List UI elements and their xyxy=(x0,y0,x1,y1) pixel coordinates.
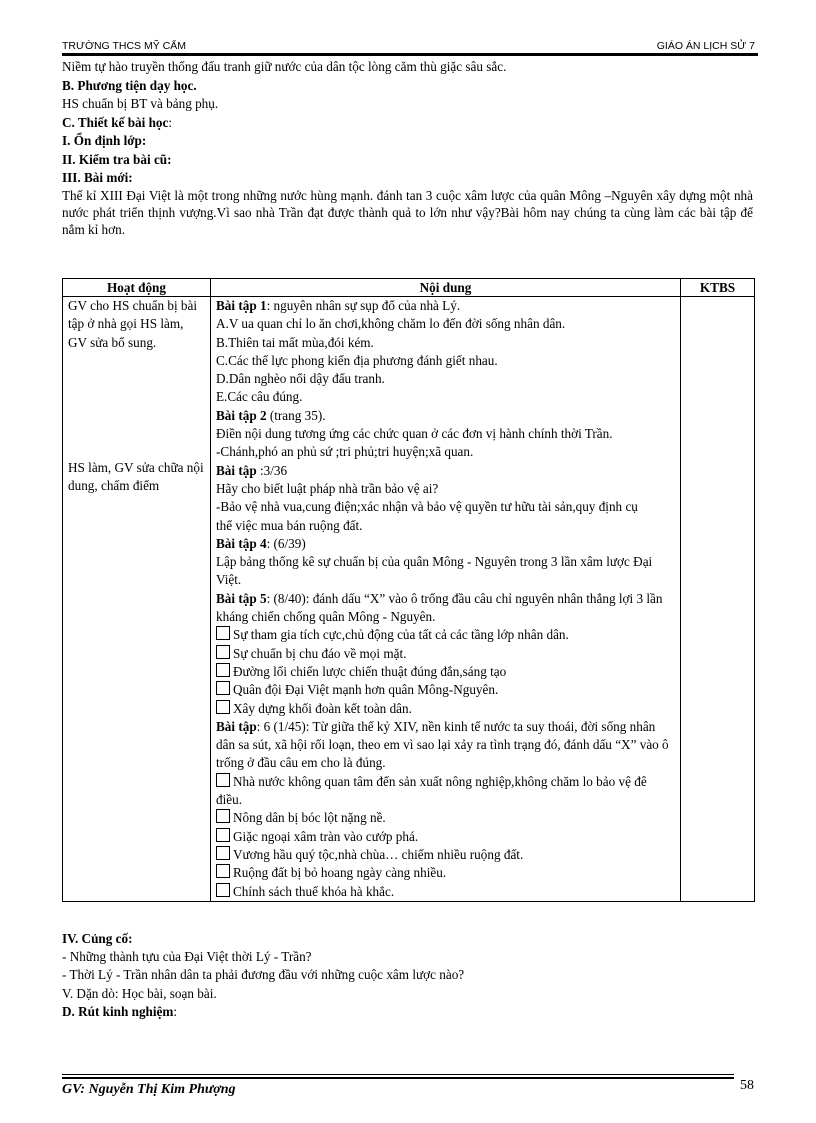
ex2-answer: -Chánh,phó an phủ sứ ;tri phủ;tri huyện;xã quan. xyxy=(216,444,474,460)
page-number: 58 xyxy=(740,1078,754,1093)
section-2-heading: II. Kiểm tra bài cũ: xyxy=(62,152,172,167)
review-question: - Thời Lý - Trần nhân dân ta phải đương đầu với những cuộc xâm lược nào? xyxy=(62,967,465,982)
ex3-answer: -Bảo vệ nhà vua,cung điện;xác nhận và bảo vệ quyền tư hữu tài sản,quy định cụ thể việc mua bán ruộng đất. xyxy=(216,499,638,533)
table-row xyxy=(63,297,755,902)
ex6-option: Nông dân bị bóc lột nặng nề. xyxy=(216,809,675,827)
school-name: TRƯỜNG THCS MỸ CẨM xyxy=(62,40,186,52)
ex6-option: Chính sách thuế khóa hà khắc. xyxy=(216,883,675,901)
section-c-heading: C. Thiết kế bài học: xyxy=(62,115,173,130)
ex4-title: Bài tập 4: (6/39) xyxy=(216,535,306,551)
section-4-heading: IV. Củng cố: xyxy=(62,931,133,946)
ex3-question: Hãy cho biết luật pháp nhà trần bảo vệ ai? xyxy=(216,480,439,496)
checkbox[interactable] xyxy=(216,626,230,640)
goal-line: Niềm tự hào truyền thống đấu tranh giữ nước của dân tộc lòng căm thù giặc sâu sắc. xyxy=(62,59,507,74)
checkbox[interactable] xyxy=(216,681,230,695)
ex6-option: Ruộng đất bị bỏ hoang ngày càng nhiều. xyxy=(216,864,675,882)
review-question: - Những thành tựu của Đại Việt thời Lý - Trần? xyxy=(62,949,312,964)
new-lesson-text: Thế kỉ XIII Đại Việt là một trong những nước hùng mạnh. đánh tan 3 cuộc xâm lược của quân Mông –Nguyên xây dựng một nhà nước phát triển thịnh vượng.Vì sao nhà Trần đạt được thành quả to lớn như vậy?Bài hôm nay chúng ta cùng làm các bài tập để nắm kỉ hơn. xyxy=(62,188,753,237)
footer-rule-thick xyxy=(62,1077,734,1079)
ex3-title: Bài tập :3/36 xyxy=(216,462,288,478)
table-header-row xyxy=(63,279,755,297)
teacher-name: GV: Nguyễn Thị Kim Phượng xyxy=(62,1082,236,1097)
subject-title: GIÁO ÁN LỊCH SỬ 7 xyxy=(656,40,755,52)
ex1-option: A.V ua quan chỉ lo ăn chơi,không chăm lo đến đời sống nhân dân. xyxy=(216,316,566,332)
ex1-option: E.Các câu đúng. xyxy=(216,389,303,405)
ex5-option: Sự tham gia tích cực,chủ động của tất cả các tầng lớp nhân dân. xyxy=(216,626,675,644)
checkbox[interactable] xyxy=(216,663,230,677)
page-header xyxy=(62,38,755,54)
activity-1: GV cho HS chuẩn bị bài tập ở nhà gọi HS làm, GV sửa bổ sung. xyxy=(68,298,198,350)
ex6-option: Giặc ngoại xâm tràn vào cướp phá. xyxy=(216,828,675,846)
ex1-title: Bài tập 1: nguyên nhân sự sụp đổ của nhà Lý. xyxy=(216,298,461,313)
ex6-option: Nhà nước không quan tâm đến sản xuất nông nghiệp,không chăm lo bảo vệ đê điều. xyxy=(216,773,647,808)
header-content: Nội dung xyxy=(211,279,681,297)
ex6-option: Vương hầu quý tộc,nhà chùa… chiếm nhiều ruộng đất. xyxy=(216,846,675,864)
ex1-option: C.Các thế lực phong kiến địa phương đánh giết nhau. xyxy=(216,352,498,368)
header-activity: Hoạt động xyxy=(63,279,211,297)
section-b-text: HS chuẩn bị BT và bảng phụ. xyxy=(62,96,219,111)
ex5-option: Quân đội Đại Việt mạnh hơn quân Mông-Nguyên. xyxy=(216,681,675,699)
section-d-heading: D. Rút kinh nghiệm: xyxy=(62,1004,178,1019)
header-ktbs: KTBS xyxy=(681,279,755,297)
ex4-text: Lập bảng thống kê sự chuẩn bị của quân Mông - Nguyên trong 3 lần xâm lược Đại Việt. xyxy=(216,554,653,588)
section-3-heading: III. Bài mới: xyxy=(62,170,133,185)
checkbox[interactable] xyxy=(216,864,230,878)
ex5-option: Xây dựng khối đoàn kết toàn dân. xyxy=(216,700,675,718)
activity-2: HS làm, GV sửa chữa nội dung, chấm điểm xyxy=(68,459,204,494)
section-b-heading: B. Phương tiện dạy học. xyxy=(62,78,197,93)
section-1-heading: I. Ổn định lớp: xyxy=(62,133,147,148)
ex2-text: Điền nội dung tương ứng các chức quan ở các đơn vị hành chính thời Trần. xyxy=(216,426,613,442)
ex5-option: Đường lối chiến lược chiến thuật đúng đắn,sáng tạo xyxy=(216,663,675,681)
exercise-table xyxy=(62,278,755,902)
checkbox[interactable] xyxy=(216,700,230,714)
ex5-title: Bài tập 5: (8/40): đánh dấu “X” vào ô trống đầu câu chỉ nguyên nhân thắng lợi 3 lần kháng chiến chống quân Mông - Nguyên. xyxy=(216,590,663,625)
checkbox[interactable] xyxy=(216,773,230,787)
ex2-title: Bài tập 2 (trang 35). xyxy=(216,407,326,423)
checkbox[interactable] xyxy=(216,809,230,823)
ex1-option: B.Thiên tai mất mùa,đói kém. xyxy=(216,334,374,350)
checkbox[interactable] xyxy=(216,645,230,659)
checkbox[interactable] xyxy=(216,828,230,842)
activity-cell xyxy=(63,297,211,902)
checkbox[interactable] xyxy=(216,883,230,897)
checkbox[interactable] xyxy=(216,846,230,860)
header-rule xyxy=(62,53,758,56)
ex6-title: Bài tập: 6 (1/45): Từ giữa thế kỷ XIV, nền kinh tế nước ta suy thoái, đời sống nhân dân sa sút, xã hội rối loạn, theo em vì sao lại xảy ra tình trạng đó, đánh dấu “X” vào ô trống ở đầu câu em cho là đúng. xyxy=(216,718,669,771)
ex1-option: D.Dân nghèo nổi dậy đấu tranh. xyxy=(216,371,385,387)
ex5-option: Sự chuẩn bị chu đáo về mọi mặt. xyxy=(216,645,675,663)
section-5-text: V. Dặn dò: Học bài, soạn bài. xyxy=(62,986,217,1001)
footer-rule xyxy=(62,1074,734,1075)
ktbs-cell xyxy=(681,297,755,902)
content-cell xyxy=(211,297,681,902)
